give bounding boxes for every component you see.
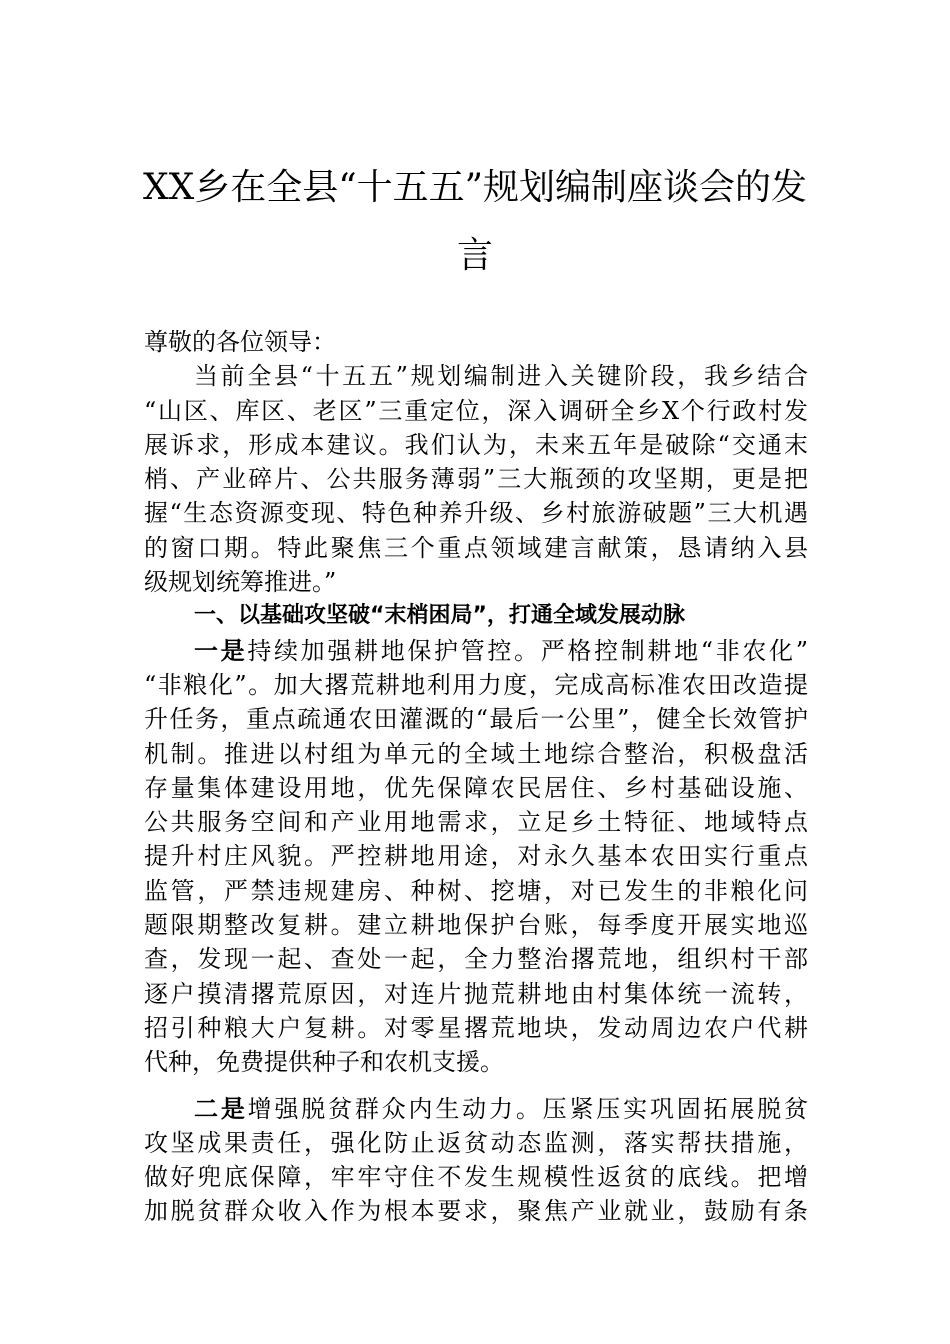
paragraph-line: 代种，免费提供种子和农机支援。	[144, 1048, 504, 1077]
document-body	[144, 325, 808, 1229]
item-2-lead: 二是	[194, 1094, 248, 1123]
paragraph-line: “非粮化”。加大撂荒耕地利用力度，完成高标准农田改造提	[144, 670, 808, 699]
paragraph-line: 升任务，重点疏通农田灌溉的“最后一公里”，健全长效管护	[144, 705, 808, 734]
paragraph-line: 机制。推进以村组为单元的全域土地综合整治，积极盘活	[144, 739, 808, 768]
paragraph-line: 题限期整改复耕。建立耕地保护台账，每季度开展实地巡	[144, 911, 808, 940]
paragraph-line: 招引种粮大户复耕。对零星撂荒地块，发动周边农户代耕	[144, 1013, 808, 1042]
section-heading-1: 一、以基础攻坚破“末梢困局”，打通全域发展动脉	[194, 603, 685, 629]
paragraph-line: “山区、库区、老区”三重定位，深入调研全乡X个行政村发	[144, 396, 808, 425]
paragraph-line: 级规划统筹推进。”	[144, 568, 337, 597]
item-1-lead: 一是	[194, 636, 248, 665]
paragraph-line	[144, 634, 808, 668]
paragraph-line: 握“生态资源变现、特色种养升级、乡村旅游破题”三大机遇	[144, 499, 808, 528]
paragraph-line: 查，发现一起、查处一起，全力整治撂荒地，组织村干部	[144, 945, 808, 974]
intro-paragraph	[144, 359, 808, 599]
paragraph-line: 做好兜底保障，牢牢守住不发生规模性返贫的底线。把增	[144, 1163, 808, 1192]
paragraph-line: 监管，严禁违规建房、种树、挖塘，对已发生的非粮化问	[144, 876, 808, 905]
paragraph-line: 存量集体建设用地，优先保障农民居住、乡村基础设施、	[144, 773, 808, 802]
paragraph-line: 提升村庄风貌。严控耕地用途，对永久基本农田实行重点	[144, 842, 808, 871]
paragraph-line: 梢、产业碎片、公共服务薄弱”三大瓶颈的攻坚期，更是把	[144, 465, 808, 494]
salutation: 尊敬的各位领导：	[144, 328, 336, 356]
paragraph-line: 加脱贫群众收入作为根本要求，聚焦产业就业，鼓励有条	[144, 1197, 808, 1226]
paragraph-line: 攻坚成果责任，强化防止返贫动态监测，落实帮扶措施，	[144, 1128, 808, 1157]
item-2-paragraph	[144, 1092, 808, 1229]
paragraph-line: 展诉求，形成本建议。我们认为，未来五年是破除“交通末	[144, 430, 808, 459]
paragraph-line: 的窗口期。特此聚焦三个重点领域建言献策，恳请纳入县	[144, 533, 808, 562]
paragraph-line	[144, 1092, 808, 1126]
paragraph-line: 当前全县“十五五”规划编制进入关键阶段，我乡结合	[194, 362, 808, 391]
item-2-first-line: 增强脱贫群众内生动力。压紧压实巩固拓展脱贫	[247, 1094, 809, 1123]
item-1-paragraph	[144, 634, 808, 1080]
paragraph-line: 公共服务空间和产业用地需求，立足乡土特征、地域特点	[144, 808, 808, 837]
document-title-line-1: XX乡在全县“十五五”规划编制座谈会的发	[142, 167, 808, 208]
paragraph-line: 逐户摸清撂荒原因，对连片抛荒耕地由村集体统一流转，	[144, 979, 808, 1008]
document-title-line-2: 言	[456, 235, 493, 276]
item-1-first-line: 持续加强耕地保护管控。严格控制耕地“非农化”	[247, 636, 808, 665]
paragraph-spacer	[144, 1080, 808, 1092]
